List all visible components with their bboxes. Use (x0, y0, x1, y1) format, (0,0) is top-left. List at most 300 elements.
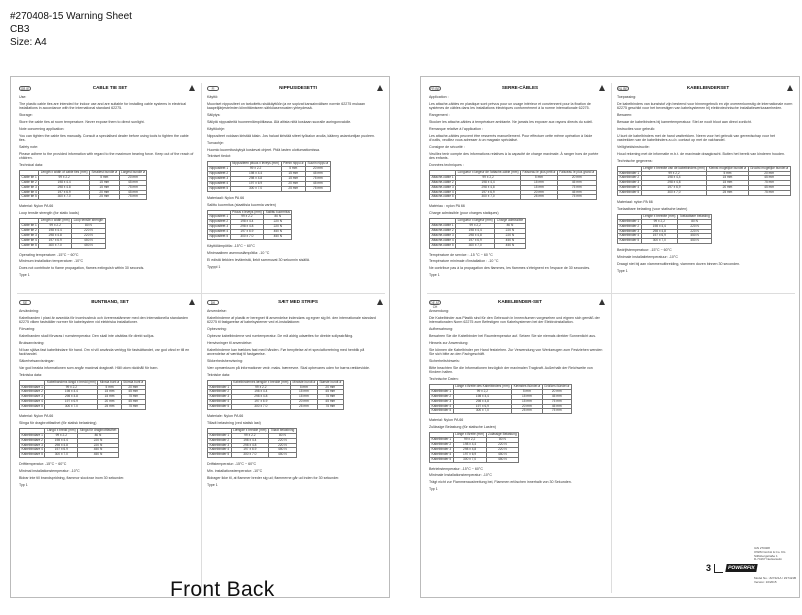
table-cell: 75 mm (748, 181, 790, 186)
section-title-row (429, 85, 605, 91)
spec-line: Does not contribute to flame propagation, flames extinguish within 30 seconds. (19, 266, 145, 271)
table-cell: 99 x 2.2 (230, 215, 264, 220)
spec-line: Type 1 (207, 482, 218, 487)
paragraph: Toepassing: (617, 95, 637, 99)
table-cell: Kabelbinder 4 (431, 451, 452, 456)
load-label: Slinga för dragbrottfasthet (för statisk belastning) (19, 420, 97, 425)
table-cell: 300 x 7.0 (231, 453, 268, 458)
table-cell: 198 x 4,4 (456, 180, 521, 185)
table-cell: 450 N (677, 239, 711, 244)
table-cell: Attache-câble 5 (431, 242, 454, 247)
table-header-cell: Toelaatbare belasting (679, 213, 710, 218)
table-cell: 75 mm (317, 405, 343, 410)
table-cell: 450 N (264, 235, 292, 240)
table-cell: 15 mm (521, 180, 558, 185)
table-cell: 198 x 4.4 (45, 438, 78, 443)
spec-line: Minimale installatietemperatuur: -10°C (617, 255, 678, 260)
paragraph: Die Kabelbinder aus Plastik sind für den Gebrauch in Innenräumen vorgesehen und eignen sich gemäß der internationalen Norm 62275 zum Befestigen von Kabelsystemen bei der Elektroinstallation. (429, 315, 600, 325)
table-cell: 15 mm (290, 390, 317, 395)
table-header-cell: Längd x bredd (mm) (46, 427, 76, 432)
table-cell: 220 N (78, 443, 119, 448)
table-cell: 80 N (495, 224, 525, 229)
spec-table (19, 170, 147, 200)
table-cell: 197 x 6.9 (231, 448, 268, 453)
page-number: 3 (706, 563, 712, 573)
paragraph: Tekniset tiedot: (207, 154, 231, 159)
table-cell: 220 N (677, 229, 711, 234)
row-divider (427, 293, 795, 294)
section-cable-tie-set (19, 85, 195, 290)
paragraph: Käyttöohje: (207, 126, 225, 131)
table-cell: 20 mm (521, 190, 558, 195)
table-cell: 25 mm (512, 409, 543, 414)
table-cell: 20 mm (512, 404, 543, 409)
table-cell: 198 x 4,4 (641, 176, 707, 181)
table-cell: Kabelbinder 2 (619, 223, 640, 228)
table-cell: 220 N (78, 438, 119, 443)
table-cell: 45 mm (748, 186, 790, 191)
paragraph: Muoviset nippusiteet on tarkoitettu sisäkäyttöön ja ne sopivat kansainvälisen normin 62275 mukaan kaapelijärjestelmien kiinnittämiseen sähköasennusten yhteydessä. (207, 101, 366, 111)
table-cell: 99 x 2,2 (456, 175, 521, 180)
table-cell: 99 x 2.2 (231, 433, 268, 438)
spec-line: Typ 1 (19, 482, 28, 487)
paragraph: U kunt de kabelbinders met de hand vasttrekken. Neem voor het gebruik van gereedschap voor het vastrekken van de kabelbinders a.u.b. contact op met de vakhandel. (617, 133, 776, 143)
sheet-size: Size: A4 (10, 37, 47, 48)
table-cell: Kabelbinder 2 (619, 175, 640, 180)
paragraph: Anvendelse: (207, 309, 227, 313)
table-cell: Attache-câble 1 (431, 174, 454, 179)
table-cell: 20 mm (90, 190, 120, 195)
table-cell: 298 x 4.8 (231, 395, 290, 400)
section-kabelbinderset-nl (617, 85, 793, 290)
table-cell: Kabelbindare 2 (21, 437, 43, 442)
table-cell: 20 mm (542, 389, 571, 394)
table-header-cell: Loop tensile strength (73, 218, 104, 223)
paragraph: Kabelbinderne kan trækkes fast med hånden. Før benyttelse af et specialforretning med henblik på anvendelse af værktøj til fastgørelse. (207, 347, 365, 357)
table-cell: Kabelbinder 1 (619, 218, 640, 223)
table-cell: 15 mm (98, 390, 121, 395)
paragraph: Vær opmærksom på informationer vedr. maks. bæreevne. Skal opbevares uden for børns rækkevidde. (207, 365, 370, 370)
table-cell: 298 x 4,8 (456, 233, 495, 238)
table-cell: 450 N (486, 457, 519, 462)
sheet-code: CB3 (10, 24, 30, 35)
paragraph: Rangement : (429, 113, 450, 118)
table-cell: 45 mm (542, 394, 571, 399)
section-title: KABELBINDERSET (686, 85, 730, 90)
table-cell: Cable tie 5 (21, 194, 37, 199)
paragraph: Var god beakta informationen som angår maximal dragkraft. Håll utom räckhåll för barn. (19, 365, 159, 370)
spec-table (429, 218, 526, 248)
warning-icon (189, 299, 195, 305)
table-cell: 15 mm (281, 172, 305, 177)
table-row (208, 235, 292, 240)
column-divider (201, 83, 202, 593)
paragraph: Bewaar de kabelbinders bij kamertemperatuur. Stel ze nooit bloot aan direct zonlicht. (617, 119, 752, 124)
section-title-row (429, 299, 605, 309)
table-cell: 298 x 4,8 (641, 229, 677, 234)
table-cell: Kabelbinder 4 (209, 399, 230, 404)
table-cell: 298 x 4,8 (453, 447, 486, 452)
warning-icon (787, 85, 793, 91)
spec-line: Minimaalinen asennuslämpötila: -10 °C (207, 250, 270, 255)
table-cell: 25 mm (281, 186, 305, 191)
paragraph: Veiligheidsinstructie: (617, 144, 650, 149)
paragraph: Les attache-câbles peuvent être resserrés manuellement. Pour effectuer cette même opération à l'aide d'outils, veuillez vous adresser à un magasin spécialisé. (429, 133, 593, 143)
table-cell: 197 x 6.9 (230, 230, 264, 235)
table-cell: Cable tie 3 (21, 184, 37, 189)
paragraph: Use: (19, 95, 27, 99)
back-page (420, 76, 800, 598)
table-header-cell: Kabelbandens längd x bredd (mm) (46, 379, 96, 384)
section-title-row (207, 85, 383, 91)
table-cell: Kabelbinder 3 (619, 180, 640, 185)
table-cell: 15 mm (512, 394, 543, 399)
table-cell: 99 x 2.2 (230, 167, 281, 172)
table-row (430, 243, 526, 248)
spec-line: Minimale Installationstemperatur: -10°C (429, 473, 492, 478)
table-cell: 300 x 7.0 (230, 235, 264, 240)
table-cell: Kabelbindare 3 (21, 442, 43, 447)
table-cell: Kabelbinder 4 (431, 403, 452, 408)
table-cell: 197 x 6,9 (453, 404, 511, 409)
paragraph: Sikkerhedshenvisning: (207, 358, 243, 363)
table-cell: Nippusiteet 3 (209, 224, 229, 229)
table-cell: 15 mm (90, 185, 120, 190)
table-header-cell: Lengte x breedte (mm) (643, 213, 676, 218)
table-cell: 20 mm (305, 167, 330, 172)
table-cell: Nippusiteet 1 (209, 166, 229, 171)
spec-line: Type 1 (617, 268, 628, 273)
table-cell: 450 N (268, 448, 296, 453)
table-cell: 198 x 4,4 (641, 224, 677, 229)
spec-line: Minimal installationstemperatur: -10°C (19, 469, 80, 474)
paragraph: Kabelbanden skall förvaras i rumstemperatur. Den skall inte utsättas för direkt solljus. (19, 333, 155, 338)
paragraph: De kabelbinders van kunststof zijn bestemd voor binnengebruik en zijn overeenkomstig de internationale norm 62275 geschikt voor het bevestigen van kabelsystemen bij elektrotechnische installatiewerkzaamheden. (617, 101, 793, 111)
spec-table (617, 166, 791, 196)
table-cell: 450 N (495, 238, 525, 243)
table-cell: Kabelbinder 5 (209, 452, 230, 457)
table-cell: 5 mm (98, 385, 121, 390)
paragraph: Safety note: (19, 144, 39, 149)
paragraph: Les attache-câbles en plastique sont prévus pour un usage intérieur et conviennent pour la fixation de systèmes de câbles dans les installations électriques conformément à la norme internationale 62275. (429, 101, 591, 111)
table-cell: 450 N (78, 453, 119, 458)
table-cell: Kabelbinder 2 (209, 389, 230, 394)
table-cell: 80 N (72, 224, 106, 229)
section-title: KABELBINDER-SET (498, 299, 542, 304)
table-cell: 75 mm (542, 409, 571, 414)
paragraph: Turvaohje: (207, 140, 224, 145)
table-cell: 300 x 7.0 (231, 405, 290, 410)
language-badge: DE AT CH (430, 300, 440, 309)
paragraph: Opbevar kabelbinderne ved rumtemperatur. De må aldrig udsættes for direkte sollysstråling. (207, 333, 354, 338)
table-header-cell: Kleinstes Bündel ø (513, 383, 541, 388)
paragraph: Store the cable ties at room temperature. Never expose them to direct sunlight. (19, 119, 145, 124)
table-cell: 15 mm (512, 399, 543, 404)
table-cell: 220 N (486, 442, 519, 447)
table-cell: Kabelbinder 2 (431, 393, 452, 398)
table-cell: Kabelbindare 5 (21, 452, 43, 457)
spec-table (207, 428, 297, 458)
table-cell: 75 mm (317, 395, 343, 400)
spec-line: Tyyppi 1 (207, 264, 221, 269)
paragraph: Säilytys: (207, 113, 221, 118)
table-cell: Kabelbinder 5 (431, 456, 452, 461)
table-cell: 300 x 7.0 (39, 195, 90, 200)
table-cell: 25 mm (707, 191, 748, 196)
table-header-cell: Suurin nippu ø (307, 161, 329, 166)
spec-table (19, 428, 119, 458)
table-cell: Nippusiteet 1 (209, 214, 229, 219)
table-cell: 5 mm (512, 389, 543, 394)
table-cell: 197 x 6,9 (641, 186, 707, 191)
spec-line: Minimum installation temperature: -10°C (19, 259, 84, 264)
table-cell: 15 mm (281, 177, 305, 182)
table-header-cell: Largest bundle ø (121, 169, 145, 174)
table-cell: 25 mm (98, 405, 121, 410)
table-cell: 20 mm (317, 385, 343, 390)
table-cell: Nippusiteet 3 (209, 176, 229, 181)
table-cell: 5 mm (290, 385, 317, 390)
table-row (20, 405, 146, 410)
table-cell: Cable tie 4 (21, 189, 37, 194)
table-header-cell: Longueur x largeur (mm) (457, 218, 493, 223)
spec-line: Trägt nicht zur Flammenausbreitung bei, Flammen erlöschen innerhalb von 30 Sekunden. (429, 480, 572, 485)
table-cell: 45 mm (557, 180, 596, 185)
table-cell: 300 x 7,0 (456, 243, 495, 248)
paragraph: Säkerhetsanvisningar: (19, 358, 55, 363)
model-info: Model No.: Z27421A / Z27421B Version: 10/2015 (754, 576, 797, 584)
table-cell: 20 mm (281, 181, 305, 186)
table-row (430, 457, 519, 462)
table-cell: 75 mm (542, 399, 571, 404)
table-cell: 197 x 6.9 (39, 238, 72, 243)
spec-line: Température de service : -15 °C ~ 60 °C (429, 252, 493, 257)
table-cell: Attache-câble 1 (431, 223, 454, 228)
table-cell: 45 mm (305, 172, 330, 177)
table-row (430, 409, 572, 414)
table-cell: 298 x 4.8 (39, 233, 72, 238)
table-cell: 80 N (486, 438, 519, 443)
table-cell: 99 x 2.2 (39, 224, 72, 229)
table-cell: Kabelbindare 2 (21, 389, 43, 394)
paragraph: Technical data: (19, 163, 43, 168)
spec-table (429, 432, 519, 462)
table-header-cell: Slinga för dragbrottfasthet (79, 427, 117, 432)
table-cell: 75 mm (119, 185, 147, 190)
spec-line: Operating temperature: -15°C ~ 60°C (19, 252, 79, 257)
table-cell: 198 x 4.4 (231, 390, 290, 395)
table-cell: 450 N (486, 452, 519, 457)
table-cell: 25 mm (290, 405, 317, 410)
spec-line: Température minimale d'installation : -10 °C (429, 259, 499, 264)
table-cell: 300 x 7,0 (456, 195, 521, 200)
section-title-row (19, 299, 195, 305)
table-cell: 198 x 4.4 (230, 172, 281, 177)
paragraph: Bewahren Sie die Kabelbinder bei Raumtemperatur auf. Setzen Sie sie niemals direkter Sonnenlicht aus. (429, 333, 597, 338)
table-header-cell: Grootst mogelijke bundel ø (750, 165, 789, 170)
table-cell: 5 mm (90, 175, 120, 180)
table-header-cell: Længde x bredde (mm) (233, 427, 267, 432)
table-row (20, 243, 106, 248)
table-header-cell: Lengte x breedte van de kabelbinders (mm) (643, 165, 705, 170)
table-header-cell: Mindste bundt ø (292, 379, 316, 384)
table-cell: 99 x 2,2 (456, 224, 495, 229)
sheet-id: #270408-15 Warning Sheet (10, 11, 132, 22)
table-cell: 198 x 4,4 (453, 394, 511, 399)
table-cell: 20 mm (121, 385, 145, 390)
table-cell: Cable tie 1 (21, 223, 37, 228)
table-cell: 220 N (268, 438, 296, 443)
spec-line: Draagt niet bij aan vlammenuitbreiding, vlammen doven binnen 30 seconden. (617, 262, 741, 267)
spec-table (429, 384, 572, 414)
table-cell: 220 N (72, 228, 106, 233)
spec-line: Typ 1 (429, 487, 438, 492)
language-badge: FR BE (430, 86, 440, 91)
table-cell: 80 N (677, 219, 711, 224)
language-badge: SE (19, 300, 31, 305)
table-cell: 15 mm (90, 180, 120, 185)
paragraph: Note concerning application: (19, 126, 65, 131)
table-cell: 300 x 7,0 (453, 409, 511, 414)
spec-line: Käyttölämpötila: -15°C ~ 60°C (207, 243, 255, 248)
table-cell: Kabelbinder 5 (209, 404, 230, 409)
table-cell: Kabelbinder 3 (209, 442, 230, 447)
table-cell: Attache-câble 5 (431, 194, 454, 199)
footer-label: Front Back (170, 578, 275, 601)
language-badge: GB IE (20, 86, 30, 91)
table-cell: 197 x 6,9 (453, 452, 486, 457)
paragraph: Tekniska data: (19, 372, 42, 377)
table-cell: Cable tie 2 (21, 179, 37, 184)
table-cell: Nippusiteet 2 (209, 171, 229, 176)
table-header-cell: Nippusiteen pituus x leveys (mm) (232, 161, 280, 166)
paragraph: Nippusiteet voidaan kiristää käsin. Jos haluat kiristää siteet työkalun avulla, käänny asiantuntijan puoleen. (207, 133, 376, 138)
table-cell: 99 x 2.2 (39, 175, 90, 180)
table-header-cell: Länge x Breite des Kabelbinders (mm) (455, 383, 510, 388)
table-cell: Kabelbinder 4 (619, 185, 640, 190)
section-kabelbinder-set-de (429, 299, 605, 591)
table-cell: 300 x 7,0 (641, 191, 707, 196)
paragraph: Veuillez tenir compte des informations relatives à la capacité de charge maximale. À ranger hors de portée des enfants. (429, 151, 599, 161)
table-header-cell: Pienin nippu ø (283, 161, 304, 166)
table-cell: 298 x 4,8 (453, 399, 511, 404)
paragraph: Données techniques : (429, 163, 464, 168)
section-title-row (207, 299, 383, 305)
paragraph: Kabelbinderne af plastik er beregnet til anvendelse indendørs og egner sig iht. den internationale standard 62275 til fastgørelse af kabelsystemer ved el-installationer. (207, 315, 376, 325)
table-cell: 198 x 4.4 (39, 180, 90, 185)
table-cell: 99 x 2,2 (453, 438, 486, 443)
table-cell: Kabelbinder 2 (209, 437, 230, 442)
table-cell: 298 x 4,8 (641, 181, 707, 186)
table-cell: 298 x 4.8 (45, 443, 78, 448)
table-cell: 75 mm (557, 195, 596, 200)
paragraph: Käyttö: (207, 95, 219, 99)
table-header-cell: Faisceau le plus grand ø (559, 169, 595, 174)
paragraph: Bruksanvisning: (19, 340, 45, 345)
table-cell: 298 x 4,8 (456, 185, 521, 190)
table-cell: 45 mm (317, 400, 343, 405)
row-divider (17, 293, 385, 294)
section-nippusidesetti (207, 85, 383, 290)
table-cell: 75 mm (121, 395, 145, 400)
table-cell: 80 N (268, 433, 296, 438)
language-badge: DK (207, 300, 219, 305)
table-row (20, 453, 119, 458)
table-cell: 298 x 4.8 (230, 177, 281, 182)
load-label: Loop tensile strength (for static loads) (19, 211, 79, 216)
table-cell: Nippusiteet 2 (209, 219, 229, 224)
table-cell: Kabelbindare 4 (21, 399, 43, 404)
table-cell: 220 N (677, 224, 711, 229)
paragraph: The plastic cable ties are intended for indoor use and are suitable for installing cable systems in electrical installations in accordance with the international standard 62275. (19, 101, 186, 111)
table-cell: 300 x 7.0 (230, 186, 281, 191)
table-cell: 197 x 6.9 (45, 400, 98, 405)
spec-table (429, 170, 597, 200)
table-cell: 5 mm (281, 167, 305, 172)
paragraph: Stocker les attache-câbles à température ambiante. Ne jamais les exposer aux rayons directs du soleil. (429, 119, 593, 124)
paragraph: Anwendung: (429, 309, 449, 313)
paragraph: You can tighten the cable ties manually. Consult a specialised dealer before using tools to tighten the cable ties. (19, 133, 189, 143)
section-buntband (19, 299, 195, 591)
table-header-cell: Största bunt ø (123, 379, 144, 384)
table-cell: 45 mm (121, 390, 145, 395)
table-cell: 300 x 7.0 (39, 243, 72, 248)
section-title: NIPPUSIDESETTI (279, 85, 317, 90)
spec-line: Drifttemperatur: -15°C ~ 60°C (19, 462, 67, 467)
table-cell: 20 mm (707, 186, 748, 191)
table-header-cell: Größtes Bündel ø (544, 383, 570, 388)
spec-table (207, 161, 331, 191)
table-cell: 300 x 7.0 (45, 405, 98, 410)
paragraph: Remarque relative à l'application : (429, 126, 484, 131)
table-cell: 220 N (495, 233, 525, 238)
table-cell: Cable tie 2 (21, 227, 37, 232)
table-cell: Attache-câble 3 (431, 232, 454, 237)
table-cell: 300 x 7.0 (45, 453, 78, 458)
section-title: BUNTBAND, SET (91, 299, 129, 304)
table-cell: Nippusiteet 4 (209, 229, 229, 234)
load-label: Salittu kuormitus (staattisia kuormia varten) (207, 202, 276, 207)
table-cell: Kabelbinder 1 (209, 384, 230, 389)
table-cell: 220 N (264, 225, 292, 230)
table-cell: 99 x 2.2 (45, 433, 78, 438)
paragraph: Bewaren: (617, 113, 633, 118)
table-cell: 75 mm (305, 186, 330, 191)
paragraph: Application : (429, 95, 449, 99)
table-cell: Kabelbinder 3 (209, 394, 230, 399)
table-cell: 99 x 2,2 (641, 219, 677, 224)
table-cell: Cable tie 1 (21, 174, 37, 179)
table-header-cell: Faisceau le plus petit ø (522, 169, 556, 174)
table-cell: 198 x 4,4 (453, 442, 486, 447)
table-header-cell: Smallest bundle ø (91, 169, 118, 174)
table-cell: Kabelbinder 3 (619, 228, 640, 233)
material-label: Material: Nylon PA 66 (19, 204, 54, 209)
table-cell: 15 mm (290, 395, 317, 400)
table-cell: 75 mm (748, 191, 790, 196)
paragraph: Ni kan själva fast kabelbindare för hand. Om ni vill använda verktyg för fastsättandet, var god vänd er till en fackhandel. (19, 347, 190, 357)
table-header-cell: Pituus x leveys (mm) (232, 209, 262, 214)
section-title-row (617, 85, 793, 91)
table-cell: 197 x 6.9 (39, 190, 90, 195)
paragraph: Hinweis zur Anwendung: (429, 340, 469, 345)
table-header-cell: Minsta bunt ø (99, 379, 120, 384)
table-cell: 450 N (677, 234, 711, 239)
spec-line: Ne contribue pas à la propagation des flammes, les flammes s'éteignent en l'espace de 30 secondes. (429, 266, 591, 271)
table-cell: 220 N (268, 443, 296, 448)
table-row (208, 405, 344, 410)
table-cell: 198 x 4.4 (231, 438, 268, 443)
